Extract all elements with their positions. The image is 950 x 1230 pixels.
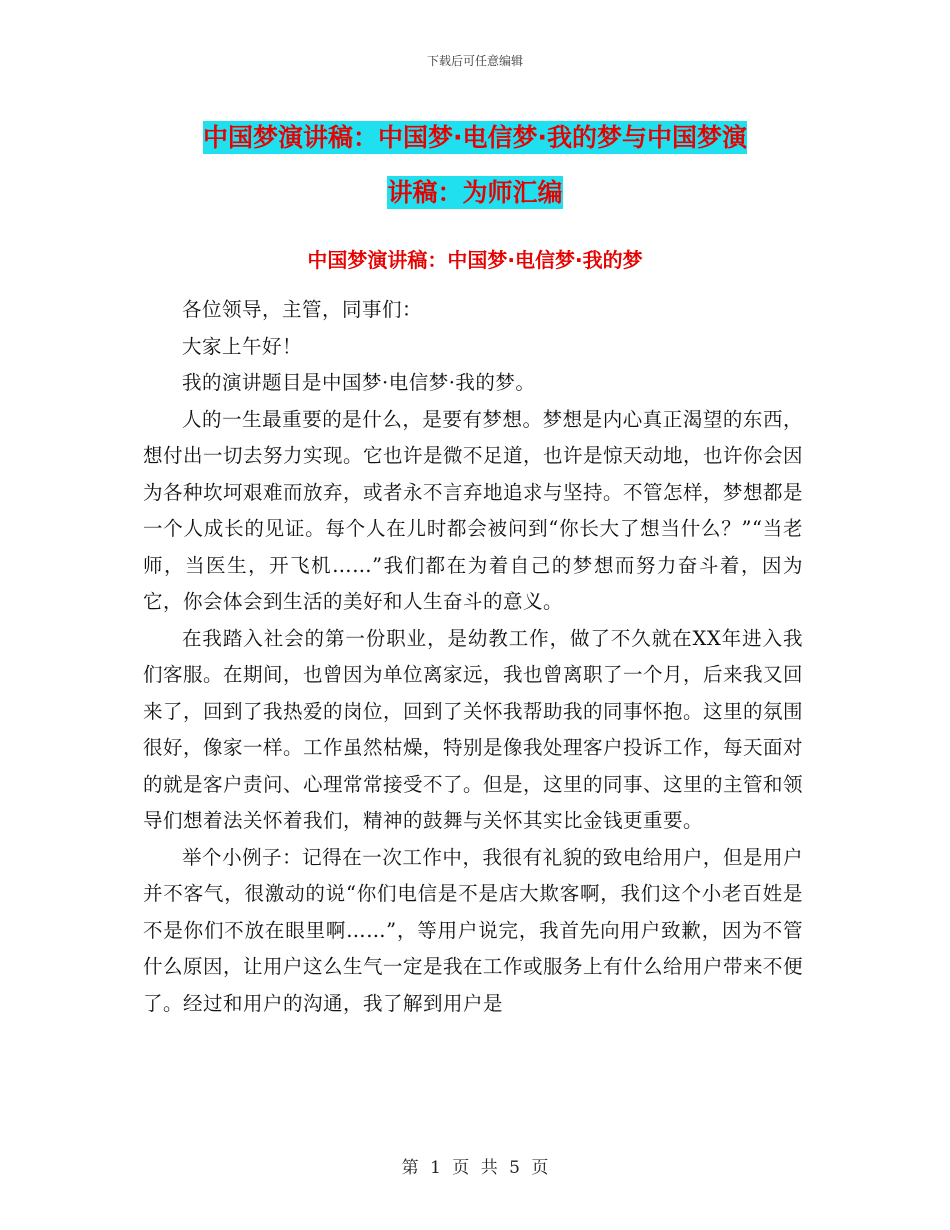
- paragraph-dream: 人的一生最重要的是什么，是要有梦想。梦想是内心真正渴望的东西，想付出一切去努力实现。它也许是微不足道，也许是惊天动地，也许你会因为各种坎坷艰难而放弃，或者永不言弃地追求与坚持。不管怎样，梦想都是一个人成长的见证。每个人在儿时都会被问到“你长大了想当什么？”“当老师，当医生，开飞机……”我们都在为着自己的梦想而努力奋斗着，因为它，你会体会到生活的美好和人生奋斗的意义。: [143, 407, 804, 613]
- title-highlight-2: 讲稿：为师汇编: [387, 178, 563, 207]
- document-title-line-2: [0, 165, 950, 220]
- paragraph-career: 在我踏入社会的第一份职业，是幼教工作，做了不久就在XX年进入我们客服。在期间，也曾因为单位离家远，我也曾离职了一个月，后来我又回来了，回到了我热爱的岗位，回到了关怀我帮助我的同事怀抱。这里的氛围很好，像家一样。工作虽然枯燥，特别是像我处理客户投诉工作，每天面对的就是客户责问、心理常常接受不了。但是，这里的同事、这里的主管和领导们想着法关怀着我们，精神的鼓舞与关怀其实比金钱更重要。: [143, 626, 804, 832]
- document-title: [0, 110, 950, 220]
- paragraph-salutation: 各位领导，主管，同事们：: [182, 298, 423, 321]
- title-highlight-1: 中国梦演讲稿：中国梦·电信梦·我的梦与中国梦演: [203, 123, 747, 152]
- body-text: [143, 292, 803, 1022]
- document-title-line-1: [0, 110, 950, 165]
- paragraph-greeting: 大家上午好！: [182, 334, 303, 358]
- page-footer: 第 1 页 共 5 页: [401, 1158, 549, 1178]
- header-note: 下载后可任意编辑: [426, 54, 523, 68]
- section-title: 中国梦演讲稿：中国梦·电信梦·我的梦: [307, 248, 643, 272]
- paragraph-example: 举个小例子：记得在一次工作中，我很有礼貌的致电给用户，但是用户并不客气，很激动的说“你们电信是不是店大欺客啊，我们这个小老百姓是不是你们不放在眼里啊……”，等用户说完，我首先向用户致歉，因为不管什么原因，让用户这么生气一定是我在工作或服务上有什么给用户带来不便了。经过和用户的沟通，我了解到用户是: [143, 845, 804, 1015]
- paragraph-topic: 我的演讲题目是中国梦·电信梦·我的梦。: [182, 371, 536, 394]
